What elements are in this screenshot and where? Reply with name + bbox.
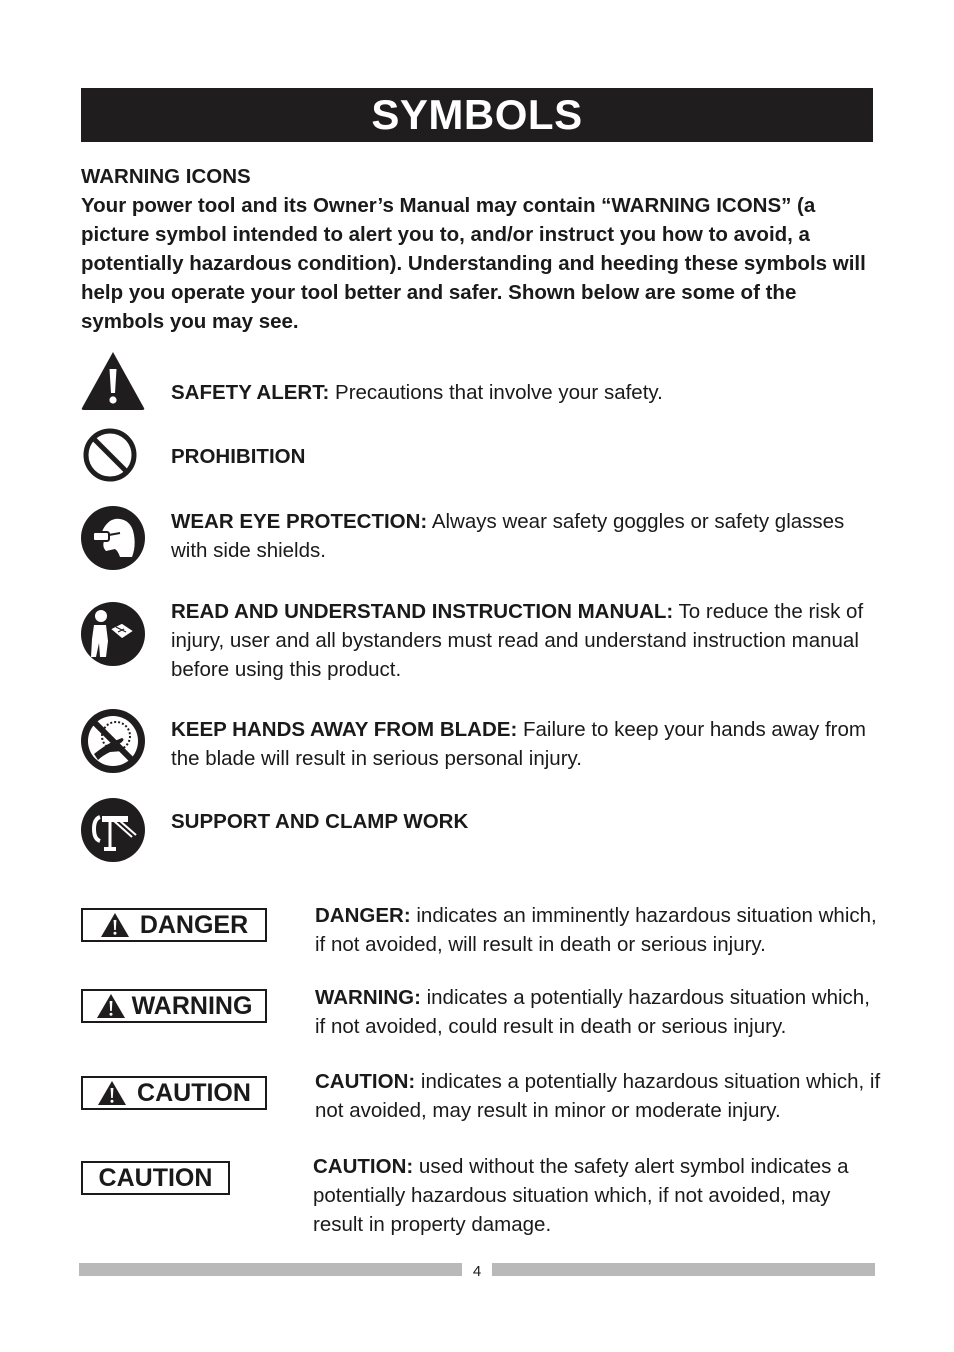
- symbol-description: Always wear safety goggles or safety glasses with side shields.: [171, 510, 845, 562]
- page-title: SYMBOLS: [371, 91, 583, 138]
- signal-caution-alert-text: [315, 1067, 885, 1125]
- symbol-label: WEAR EYE PROTECTION:: [171, 510, 428, 533]
- danger-label-box: [81, 908, 267, 942]
- caution-alert-label: CAUTION: [137, 1078, 251, 1107]
- intro-section: [81, 162, 881, 336]
- caution-label: CAUTION: [98, 1163, 213, 1192]
- intro-body: Your power tool and its Owner’s Manual may contain “WARNING ICONS” (a picture symbol intended to alert you to, and/or instruct you how to avoid, a potentially hazardous condition). Understanding and heeding these symbols will help you operate your tool better and safer. Shown below are some of the symbols you may see.: [81, 194, 866, 333]
- read-manual-icon: [80, 601, 146, 667]
- danger-label: DANGER: [139, 910, 249, 939]
- intro-heading: WARNING ICONS: [81, 165, 251, 188]
- warning-label: WARNING: [131, 991, 253, 1020]
- hands-away-icon: [80, 708, 146, 774]
- signal-label: WARNING:: [315, 986, 421, 1009]
- signal-warning-text: [315, 983, 885, 1041]
- signal-caution-text: [313, 1152, 883, 1239]
- symbol-safety-alert: [171, 378, 881, 407]
- prohibition-icon: [82, 427, 138, 483]
- symbol-prohibition: [171, 442, 881, 471]
- symbol-description: Failure to keep your hands away from the blade will result in serious personal injury.: [171, 718, 866, 770]
- safety-alert-icon: [80, 349, 146, 415]
- clamp-work-icon: [80, 797, 146, 863]
- alert-triangle-icon: [100, 912, 130, 938]
- signal-description: indicates a potentially hazardous situation which, if not avoided, could result in death or serious injury.: [315, 986, 870, 1038]
- page-title-bar: [81, 88, 873, 142]
- symbol-description: Precautions that involve your safety.: [329, 381, 663, 404]
- signal-description: used without the safety alert symbol indicates a potentially hazardous situation which, if not avoided, may result in property damage.: [313, 1155, 849, 1236]
- symbol-hands-away: [171, 715, 881, 773]
- signal-label: CAUTION:: [315, 1070, 416, 1093]
- signal-danger-text: [315, 901, 885, 959]
- page-number: 4: [472, 1263, 482, 1280]
- caution-alert-label-box: [81, 1076, 267, 1110]
- symbol-label: SUPPORT AND CLAMP WORK: [171, 810, 469, 833]
- symbol-read-manual: [171, 597, 881, 684]
- signal-label: DANGER:: [315, 904, 411, 927]
- symbol-description: To reduce the risk of injury, user and all bystanders must read and understand instruction manual before using this product.: [171, 600, 864, 681]
- warning-label-box: [81, 989, 267, 1023]
- symbol-clamp-work: [171, 807, 881, 836]
- alert-triangle-icon: [97, 1080, 127, 1106]
- alert-triangle-icon: [96, 993, 126, 1019]
- signal-description: indicates an imminently hazardous situation which, if not avoided, will result in death or serious injury.: [315, 904, 877, 956]
- eye-protection-icon: [80, 505, 146, 571]
- signal-label: CAUTION:: [313, 1155, 414, 1178]
- footer-bar-right: [492, 1263, 875, 1276]
- symbol-label: KEEP HANDS AWAY FROM BLADE:: [171, 718, 518, 741]
- signal-description: indicates a potentially hazardous situation which, if not avoided, may result in minor or moderate injury.: [315, 1070, 881, 1122]
- symbol-label: READ AND UNDERSTAND INSTRUCTION MANUAL:: [171, 600, 674, 623]
- footer-bar-left: [79, 1263, 462, 1276]
- symbol-eye-protection: [171, 507, 881, 565]
- caution-label-box: [81, 1161, 230, 1195]
- symbol-label: SAFETY ALERT:: [171, 381, 330, 404]
- symbol-label: PROHIBITION: [171, 445, 306, 468]
